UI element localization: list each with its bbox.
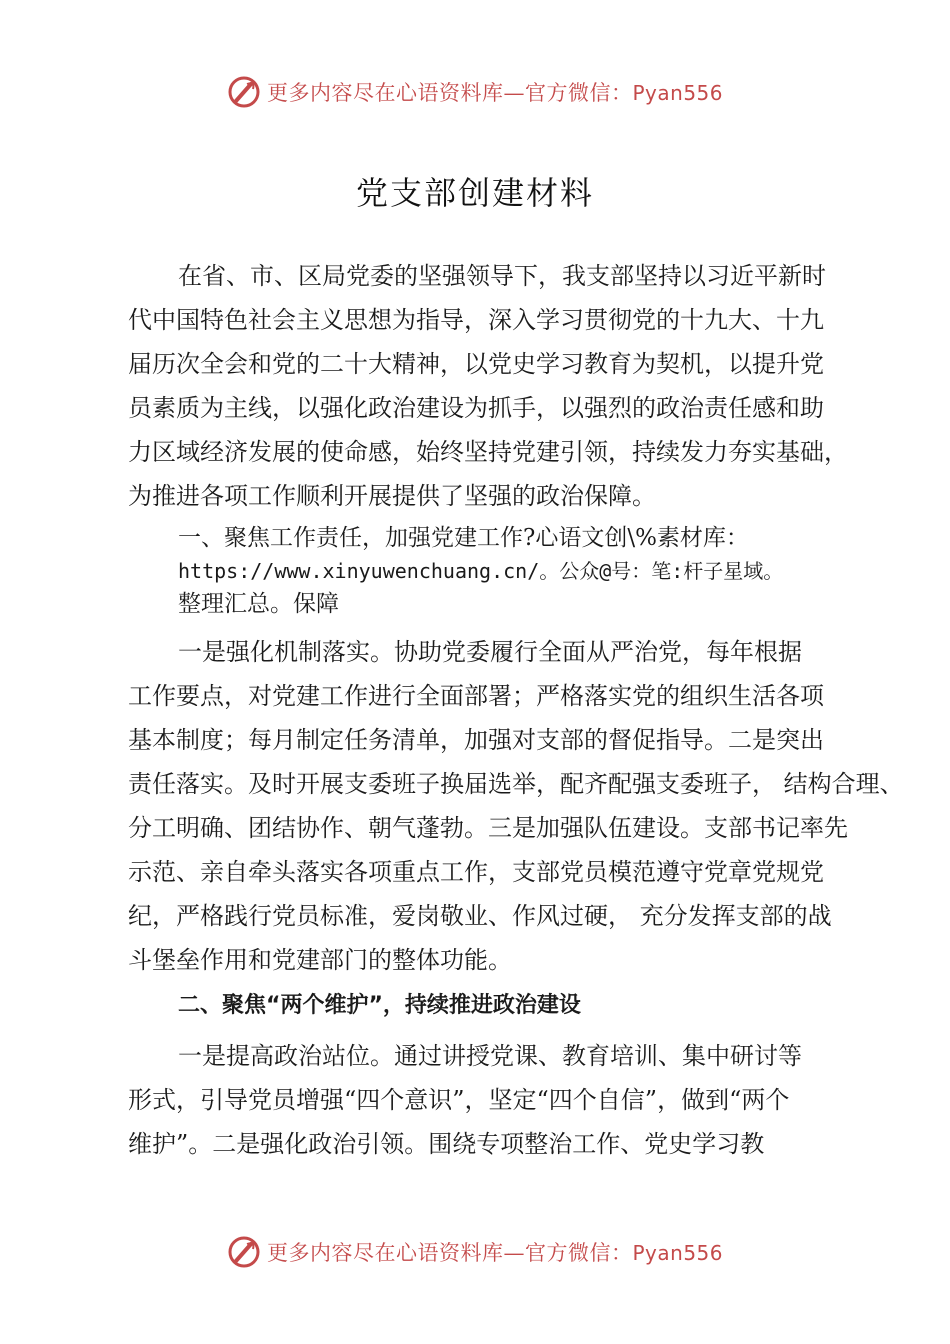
section2-heading: [128, 984, 868, 1028]
text-line: 示范、亲自牵头落实各项重点工作，支部党员模范遵守党章党规党: [128, 858, 824, 886]
text-line: 整理汇总。保障: [178, 591, 339, 617]
text-line: 形式，引导党员增强“四个意识”，坚定“四个自信”，做到“两个: [128, 1086, 790, 1114]
text-line: 力区域经济发展的使命感，始终坚持党建引领，持续发力夯实基础，: [128, 438, 848, 466]
intro-paragraph: [128, 254, 868, 518]
banner-text: 更多内容尽在心语资料库—官方微信：: [266, 81, 633, 105]
text-line: 纪，严格践行党员标准，爱岗敬业、作风过硬， 充分发挥支部的战: [128, 902, 832, 930]
footer-watermark: [0, 1232, 950, 1272]
text-line: 一是提高政治站位。通过讲授党课、教育培训、集中研讨等: [178, 1042, 802, 1070]
brush-logo-icon: [227, 75, 261, 109]
brush-logo-icon: [227, 1235, 261, 1269]
section1-body: [128, 630, 904, 982]
text-line: 责任落实。及时开展支委班子换届选举，配齐配强支委班子， 结构合理、: [128, 770, 904, 798]
text-line: 在省、市、区局党委的坚强领导下，我支部坚持以习近平新时: [178, 262, 826, 290]
text-line: 一是强化机制落实。协助党委履行全面从严治党，每年根据: [178, 638, 802, 666]
text-line: 代中国特色社会主义思想为指导，深入学习贯彻党的十九大、十九: [128, 306, 824, 334]
text-line: 工作要点，对党建工作进行全面部署；严格落实党的组织生活各项: [128, 682, 824, 710]
section1-heading: [128, 522, 868, 621]
text-line: https://www.xinyuwenchuang.cn/。公众@号：笔:杆子星域。: [178, 559, 784, 583]
banner-text: 更多内容尽在心语资料库—官方微信：: [266, 1241, 633, 1265]
text-line: 基本制度；每月制定任务清单，加强对支部的督促指导。二是突出: [128, 726, 824, 754]
text-line: 分工明确、团结协作、朝气蓬勃。三是加强队伍建设。支部书记率先: [128, 814, 848, 842]
banner-wechat-id: Pyan556: [632, 1241, 723, 1265]
text-line: 一、聚焦工作责任，加强党建工作?心语文创\%素材库：: [178, 525, 749, 551]
text-line: 斗堡垒作用和党建部门的整体功能。: [128, 946, 512, 974]
section2-body: [128, 1034, 868, 1166]
text-line: 为推进各项工作顺利开展提供了坚强的政治保障。: [128, 482, 656, 510]
text-line: 员素质为主线，以强化政治建设为抓手，以强烈的政治责任感和助: [128, 394, 824, 422]
text-line: 二、聚焦“两个维护”，持续推进政治建设: [178, 993, 581, 1018]
header-watermark: [0, 72, 950, 112]
page-title: 党支部创建材料: [355, 174, 594, 212]
text-line: 维护”。二是强化政治引领。围绕专项整治工作、党史学习教: [128, 1130, 765, 1158]
banner-wechat-id: Pyan556: [632, 81, 723, 105]
text-line: 届历次全会和党的二十大精神，以党史学习教育为契机，以提升党: [128, 350, 824, 378]
